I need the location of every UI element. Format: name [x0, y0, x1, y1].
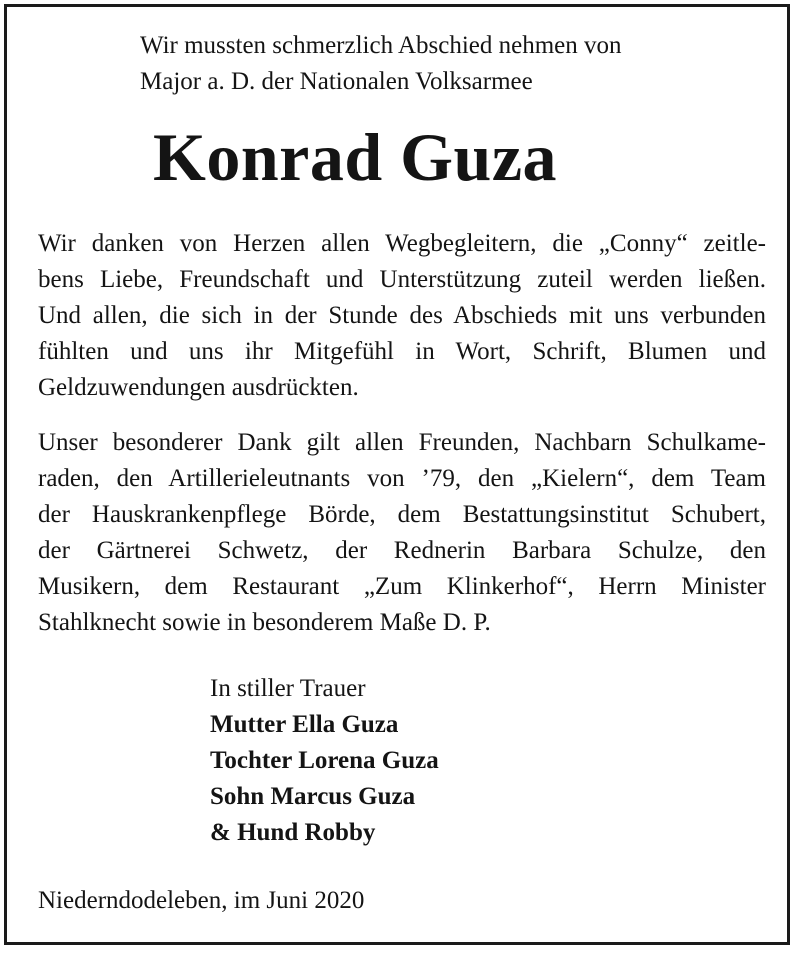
paragraph-line: Stahlknecht sowie in besonderem Maße D. P.: [38, 609, 491, 636]
paragraph-line: Geldzuwendungen ausdrückten.: [38, 374, 359, 401]
paragraph-line: Und allen, die sich in der Stunde des Abschieds mit uns verbunden: [38, 302, 766, 329]
thanks-paragraph: [38, 226, 766, 406]
intro-text: [140, 28, 622, 100]
special-thanks-paragraph: [38, 425, 766, 641]
paragraph-line: raden, den Artillerieleutnants von ’79, den „Kielern“, dem Team: [38, 465, 766, 492]
intro-line-1: Wir mussten schmerzlich Abschied nehmen von: [140, 32, 622, 59]
deceased-name: Konrad Guza: [152, 119, 558, 195]
paragraph-line: Musikern, dem Restaurant „Zum Klinkerhof“, Herrn Minister: [38, 573, 766, 600]
intro-line-2: Major a. D. der Nationalen Volksarmee: [140, 68, 533, 95]
paragraph-line: der Gärtnerei Schwetz, der Rednerin Barbara Schulze, den: [38, 537, 766, 564]
mourner-name: Tochter Lorena Guza: [210, 747, 439, 774]
mourner-name: & Hund Robby: [210, 819, 376, 846]
paragraph-line: bens Liebe, Freundschaft und Unterstützung zuteil werden ließen.: [38, 266, 766, 293]
mourner-name: Mutter Ella Guza: [210, 711, 399, 738]
mourners-block: [210, 671, 439, 851]
paragraph-line: der Hauskrankenpflege Börde, dem Bestattungsinstitut Schubert,: [38, 501, 766, 528]
mourner-name: Sohn Marcus Guza: [210, 783, 416, 810]
paragraph-line: Wir danken von Herzen allen Wegbegleitern, die „Conny“ zeitle-: [38, 230, 766, 257]
mourners-heading: In stiller Trauer: [210, 675, 366, 702]
paragraph-line: fühlten und uns ihr Mitgefühl in Wort, Schrift, Blumen und: [38, 338, 766, 365]
paragraph-line: Unser besonderer Dank gilt allen Freunden, Nachbarn Schulkame-: [38, 429, 766, 456]
place-and-date: Niederndodeleben, im Juni 2020: [38, 887, 365, 914]
